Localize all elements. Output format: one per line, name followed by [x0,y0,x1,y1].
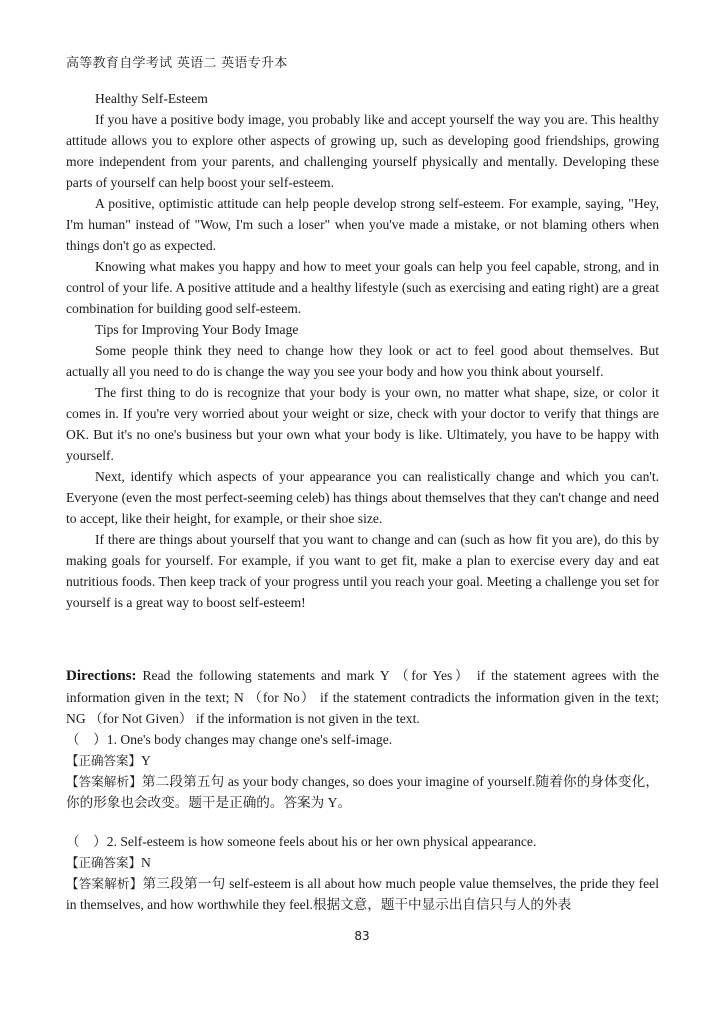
answer-label: 【正确答案】 [66,855,142,870]
paragraph: Next, identify which aspects of your appearance you can realistically change and which you can't. Everyone (even the most perfect-seeming celeb) has things about themselves that they can't change and need to accept, like their height, for example, or their shoe size. [66,469,659,526]
analysis-text: 第二段第五句 as your body changes, so does your imagine of yourself.随着你的身体变化，你的形象也会改变。题干是正确的。答案为 Y。 [66,774,659,810]
page-number: 83 [354,929,370,943]
directions-text: Read the following statements and mark Y （for Yes） if the statement agrees with the information given in the text; N （for No） if the statement contradicts the information given in the text; NG （for Not Given） if the information is not given in the text. [66,668,659,726]
paragraph: The first thing to do is recognize that your body is your own, no matter what shape, size, or color it comes in. If you're very worried about your weight or size, check with your doctor to verify that things are OK. But it's no one's business but your own what your body is like. Ultimately, you have to be happy with yourself. [66,385,659,463]
paragraph: If there are things about yourself that you want to change and can (such as how fit you are), do this by making goals for yourself. For example, if you want to get fit, make a plan to exercise every day and eat nutritious foods. Then keep track of your progress until you reach your goal. Meeting a challenge you set for yourself is a great way to boost self-esteem! [66,532,659,610]
directions-label: Directions: [66,668,137,684]
section-title: Healthy Self-Esteem [95,91,208,106]
section-title: Tips for Improving Your Body Image [95,322,299,337]
paragraph: If you have a positive body image, you probably like and accept yourself the way you are. This healthy attitude allows you to explore other aspects of growing up, such as developing good friendships, growing more independent from your parents, and challenging yourself physically and mentally. Developing these parts of yourself can help boost your self-esteem. [66,112,659,190]
analysis-label: 【答案解析】 [66,876,143,891]
spacer [66,813,659,831]
passage [66,88,659,613]
paragraph: A positive, optimistic attitude can help people develop strong self-esteem. For example, saying, "Hey, I'm human" instead of "Wow, I'm such a loser" when you've made a mistake, or not blaming others when things don't go as expected. [66,196,659,253]
answer-value: Y [141,753,151,768]
answer-value: N [141,855,151,870]
question-prompt: （ ）2. Self-esteem is how someone feels about his or her own physical appearance. [66,834,537,849]
directions [66,665,659,729]
question-prompt: （ ）1. One's body changes may change one's self-image. [66,732,393,747]
answer-label: 【正确答案】 [66,753,142,768]
analysis-line [66,771,659,813]
analysis-line [66,873,659,915]
paragraph: Some people think they need to change how they look or act to feel good about themselves. But actually all you need to do is change the way you see your body and how you think about yourself. [66,343,659,379]
analysis-label: 【答案解析】 [66,774,142,789]
answer-line [66,750,659,771]
paragraph: Knowing what makes you happy and how to meet your goals can help you feel capable, strong, and in control of your life. A positive attitude and a healthy lifestyle (such as exercising and eating right) are a great combination for building good self-esteem. [66,259,659,316]
answer-line [66,852,659,873]
analysis-text: 第三段第一句 self-esteem is all about how much people value themselves, the pride they feel in themselves, and how worthwhile they feel.根据文意，题干中显示出自信只与人的外表 [66,876,659,912]
exercise-section [66,665,659,915]
running-header: 高等教育自学考试 英语二 英语专升本 [66,56,288,71]
